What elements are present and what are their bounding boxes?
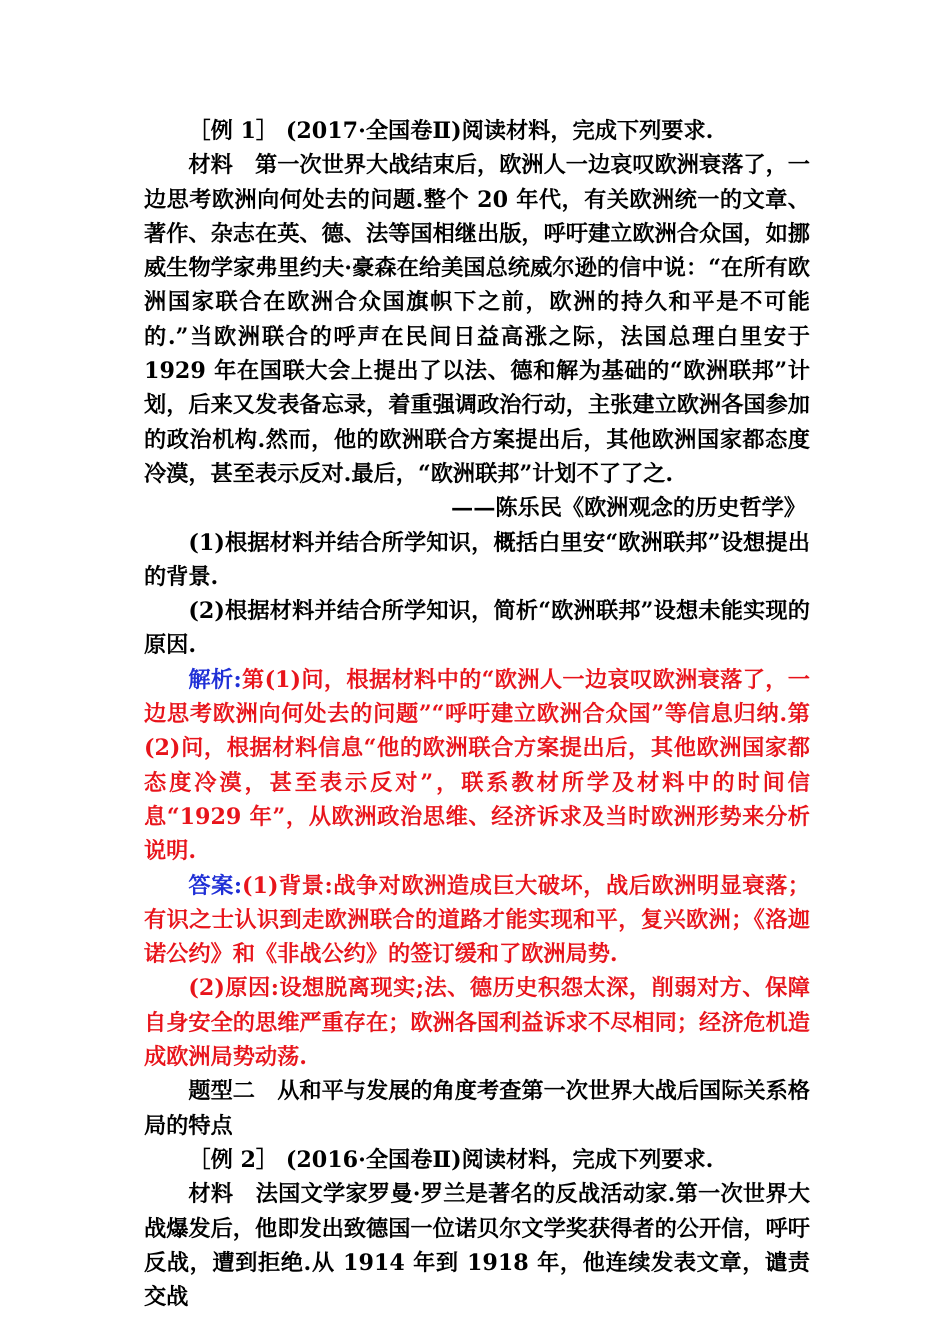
example1-answer-2: (2)原因:设想脱离现实;法、德历史积怨太深，削弱对方、保障自身安全的思维严重存在；欧洲各国利益诉求不尽相同；经济危机造成欧洲局势动荡. bbox=[144, 975, 810, 1071]
analysis-text: 第(1)问，根据材料中的“欧洲人一边哀叹欧洲衰落了，一边思考欧洲向何处去的问题”“呼吁建立欧洲合众国”等信息归纳.第(2)问，根据材料信息“他的欧洲联合方案提出后，其他欧洲国家都态度冷漠，甚至表示反对”，联系教材所学及材料中的时间信息“1929 年”，从欧洲政治思维、经济诉求及当时欧洲形势来分析说明. bbox=[144, 666, 810, 865]
example1-source: ——陈乐民《欧洲观念的历史哲学》 bbox=[451, 495, 806, 522]
document-page bbox=[144, 114, 810, 1314]
example2-heading: ［例 2］ (2016·全国卷Ⅱ)阅读材料，完成下列要求. bbox=[188, 1146, 714, 1173]
example1-answer bbox=[144, 869, 810, 972]
answer-label: 答案: bbox=[188, 872, 243, 899]
example2-material: 材料 法国文学家罗曼·罗兰是著名的反战活动家.第一次世界大战爆发后，他即发出致德国一位诺贝尔文学奖获得者的公开信，呼吁反战，遭到拒绝.从 1914 年到 1918 年，他连续发表文章，谴责交战 bbox=[144, 1181, 810, 1311]
answer-text-1: (1)背景:战争对欧洲造成巨大破坏，战后欧洲明显衰落；有识之士认识到走欧洲联合的道路才能实现和平，复兴欧洲；《洛迦诺公约》和《非战公约》的签订缓和了欧洲局势. bbox=[144, 872, 810, 968]
type2-heading: 题型二 从和平与发展的角度考查第一次世界大战后国际关系格局的特点 bbox=[144, 1078, 810, 1139]
example1-heading: ［例 1］ (2017·全国卷Ⅱ)阅读材料，完成下列要求. bbox=[188, 118, 714, 144]
example1-material: 材料 第一次世界大战结束后，欧洲人一边哀叹欧洲衰落了，一边思考欧洲向何处去的问题.整个 20 年代，有关欧洲统一的文章、著作、杂志在英、德、法等国相继出版，呼吁建立欧洲合众国，如挪威生物学家弗里约夫·豪森在给美国总统威尔逊的信中说：“在所有欧洲国家联合在欧洲合众国旗帜下之前，欧洲的持久和平是不可能的.”当欧洲联合的呼声在民间日益高涨之际，法国总理白里安于 1929 年在国联大会上提出了以法、德和解为基础的“欧洲联邦”计划，后来又发表备忘录，着重强调政治行动，主张建立欧洲各国参加的政治机构.然而，他的欧洲联合方案提出后，其他欧洲国家都态度冷漠，甚至表示反对.最后，“欧洲联邦”计划不了了之. bbox=[144, 152, 810, 487]
example1-analysis bbox=[144, 663, 810, 869]
example1-question-2: (2)根据材料并结合所学知识，简析“欧洲联邦”设想未能实现的原因. bbox=[144, 598, 810, 659]
example1-question-1: (1)根据材料并结合所学知识，概括白里安“欧洲联邦”设想提出的背景. bbox=[144, 529, 810, 590]
analysis-label: 解析: bbox=[188, 666, 242, 693]
